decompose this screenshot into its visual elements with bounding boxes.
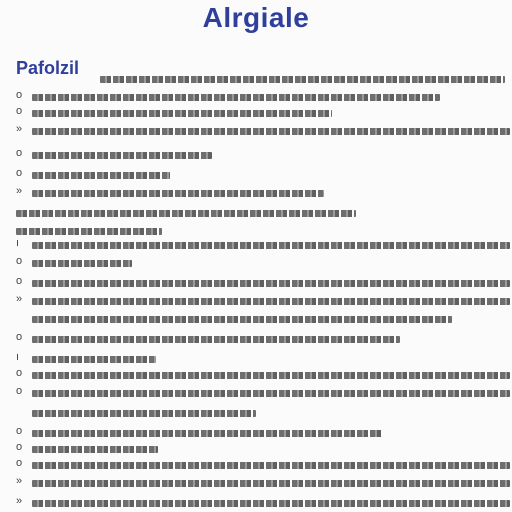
list-bullet: ı [16,237,20,249]
list-bullet: o [16,105,23,117]
text-line [32,124,510,138]
text-line [32,476,510,490]
text-line [32,426,382,440]
text-line [100,72,505,86]
list-bullet: o [16,275,23,287]
text-line [32,276,510,290]
list-bullet: o [16,167,23,179]
text-line [32,332,400,346]
list-bullet: ı [16,351,20,363]
text-line [32,148,212,162]
text-line [32,368,510,382]
text-line [16,224,162,238]
text-line [32,168,170,182]
text-line [32,458,510,472]
text-line [32,238,510,252]
list-bullet: o [16,147,23,159]
list-bullet: o [16,425,23,437]
list-bullet: o [16,89,23,101]
text-line [32,442,158,456]
text-line [16,206,356,220]
list-bullet: o [16,385,23,397]
text-line [32,186,324,200]
text-line [32,256,132,270]
list-bullet: » [16,495,23,507]
list-bullet: o [16,457,23,469]
text-line [32,406,256,420]
list-bullet: » [16,293,23,305]
list-bullet: o [16,441,23,453]
section-heading: Pafolzil [16,58,80,78]
document-title: Alrgiale [202,2,310,33]
list-bullet: » [16,185,23,197]
text-line [32,352,156,366]
list-bullet: » [16,123,23,135]
list-bullet: o [16,331,23,343]
text-line [32,312,452,326]
text-line [32,106,332,120]
text-line [32,90,440,104]
list-bullet: o [16,367,23,379]
text-line [32,496,510,510]
text-line [32,386,510,400]
list-bullet: o [16,255,23,267]
list-bullet: » [16,475,23,487]
text-line [32,294,510,308]
